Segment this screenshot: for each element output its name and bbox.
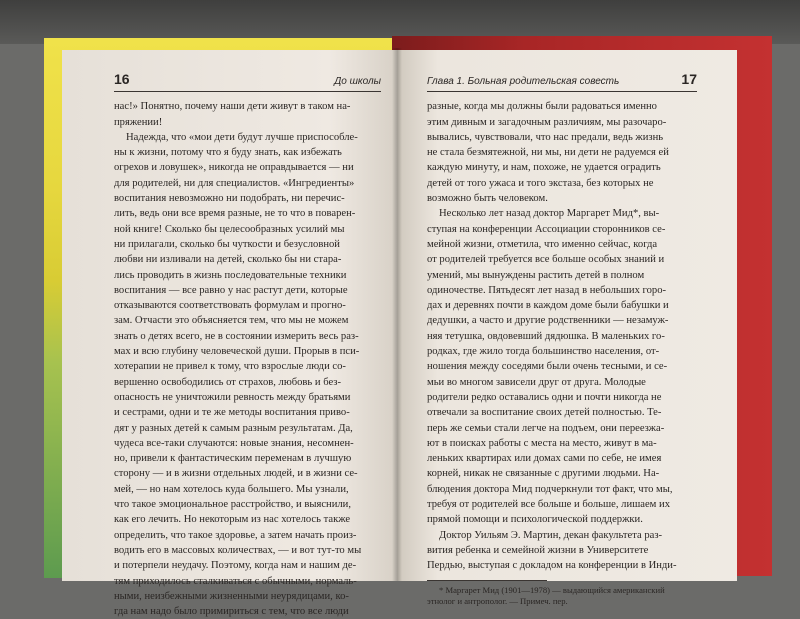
text-line: воспитания невозможно ни подобрать, ни перечис-	[114, 193, 345, 205]
text-line: вершенно освободились от страхов, любовь и без-	[114, 376, 342, 388]
text-line: этим дивным и загадочным различиям, мы разочаро-	[427, 116, 667, 128]
text-line: лить, ведь они все время разные, не то что в поварен-	[114, 208, 356, 220]
text-line: Доктор Уильям Э. Мартин, декан факультета раз-	[439, 529, 663, 541]
left-page	[62, 50, 397, 618]
text-line: пряжении!	[114, 116, 163, 128]
text-line: блюдения доктора Мид подчеркнули тот факт, что мы,	[427, 483, 673, 495]
text-line: разные, когда мы должны были радоваться именно	[427, 101, 657, 113]
text-line: родители редко оставались одни и почти никогда не	[427, 391, 662, 403]
text-line: не стала безмятежной, ни мы, ни дети не радуемся ей	[427, 147, 669, 159]
text-line: перь же семьи стали легче на подъем, они переезжа-	[427, 422, 665, 434]
text-line: огрехов и ловушек», никогда не оправдывается — ни	[114, 162, 354, 174]
text-line: ны к жизни, потому что я буду знать, как избежать	[114, 147, 342, 159]
text-line: Надежда, что «мои дети будут лучше приспособле-	[126, 131, 358, 143]
text-line: требуя от родителей все больше и больше, лишаем их	[427, 499, 670, 511]
text-line: одиночестве. Пятьдесят лет назад в небольших горо-	[427, 284, 667, 296]
text-line: как его лечить. Но некоторым из нас хотелось также	[114, 514, 351, 526]
text-line: Пердью, выступая с докладом на конференции в Инди-	[427, 560, 677, 572]
text-line: от родителей требуется все больше особых знаний и	[427, 254, 665, 266]
text-line: водить его в массовых количествах, — и вот тут-то мы	[114, 544, 362, 556]
footnote	[427, 585, 697, 608]
text-line: тям приходилось сталкиваться с обычными, нормаль-	[114, 575, 357, 587]
text-line: ношения между соседями были очень тесными, и се-	[427, 361, 668, 373]
text-line: леньких квартирах или домах сами по себе, не имея	[427, 453, 662, 465]
text-line: но, привели к фантастическим переменам в лучшую	[114, 453, 352, 465]
right-page-number: 17	[681, 71, 697, 87]
text-line: зам. Отчасти это объясняется тем, что мы не можем	[114, 315, 349, 327]
text-line: дах и деревнях почти в каждом доме были бабушки и	[427, 300, 669, 312]
text-line: отвечали за воспитание своих детей полностью. Те-	[427, 407, 662, 419]
text-line: любви ни изливали на детей, сколько бы ни стара-	[114, 254, 342, 266]
text-line: хотерапии не привел к тому, что взрослые люди со-	[114, 361, 346, 373]
left-page-body	[114, 99, 381, 619]
text-line: дедушки, а часто и другие родственники — незамуж-	[427, 315, 669, 327]
text-line: прямой помощи и психологической поддержки.	[427, 514, 643, 526]
text-line: мах и всю глубину человеческой души. Прорыв в пси-	[114, 346, 360, 358]
text-line: отказываются соответствовать формулам и прогно-	[114, 300, 346, 312]
text-line: Несколько лет назад доктор Маргарет Мид*, вы-	[439, 208, 660, 220]
text-line: детей от того ужаса и того экстаза, без которых не	[427, 177, 654, 189]
text-line: вития ребенка и семейной жизни в Университете	[427, 544, 649, 556]
text-line: мей, — но нам хотелось куда большего. Мы узнали,	[114, 483, 349, 495]
text-line: ной книге! Сколько бы целесообразных усилий мы	[114, 223, 345, 235]
left-page-header	[114, 72, 381, 92]
text-line: воспитания — все равно у нас растут дети, которые	[114, 284, 348, 296]
text-line: нас!» Понятно, почему наши дети живут в таком на-	[114, 101, 351, 113]
text-line: умений, мы вынуждены растить детей в полном	[427, 269, 645, 281]
text-line: лись проводить в жизнь последовательные техники	[114, 269, 347, 281]
text-line: гда нам надо было примириться с тем, что все люди	[114, 606, 349, 618]
text-line: опасность не уничтожили ревность между братьями	[114, 391, 351, 403]
text-line: ными, неизбежными жизненными неурядицами, ко-	[114, 590, 349, 602]
text-line: родках, где жило тогда большинство населения, от-	[427, 346, 660, 358]
footnote-divider	[427, 580, 547, 581]
text-line: вывались, чувствовали, что нас предали, ведь жизнь	[427, 131, 664, 143]
left-running-title: До школы	[334, 76, 381, 87]
text-line: мьи во многом зависели друг от друга. Молодые	[427, 376, 646, 388]
text-line: дят у разных детей к самым разным результатам. Да,	[114, 422, 353, 434]
right-page	[397, 50, 737, 606]
book-gutter	[392, 48, 402, 581]
footnote-line: * Маргарет Мид (1901—1978) — выдающийся американский	[439, 584, 665, 595]
text-line: ступая на конференции Ассоциации сторонников се-	[427, 223, 666, 235]
text-line: мейной жизни, отметила, что именно сейчас, когда	[427, 238, 658, 250]
text-line: что такое эмоциональное расстройство, и выяснили,	[114, 499, 351, 511]
text-line: ни прилагали, сколько бы чуткости и безусловной	[114, 238, 340, 250]
text-line: определить, что такое здоровье, а затем начать произ-	[114, 529, 357, 541]
text-line: няя тетушка, овдовевший дядюшка. В маленьких го-	[427, 330, 665, 342]
text-line: чудеса все-таки случаются: новые знания, несомнен-	[114, 437, 354, 449]
text-line: сторону — и в жизни отдельных людей, и в жизни се-	[114, 468, 358, 480]
text-line: ют в поисках работы с места на место, живут в ма-	[427, 437, 657, 449]
right-page-header	[427, 72, 697, 92]
footnote-line: этнолог и антрополог. — Примеч. пер.	[427, 596, 568, 606]
text-line: и сестрами, одни и те же методы воспитания приво-	[114, 407, 350, 419]
right-page-body	[427, 99, 697, 573]
text-line: и потерпели неудачу. Поэтому, когда нам и нашим де-	[114, 560, 357, 572]
right-running-title: Глава 1. Больная родительская совесть	[427, 76, 620, 87]
text-line: для родителей, ни для специалистов. «Ингредиенты»	[114, 177, 355, 189]
text-line: корней, никак не связанные с другими людьми. На-	[427, 468, 660, 480]
text-line: знать о детях всего, не в состоянии измерить весь раз-	[114, 330, 359, 342]
text-line: каждую минуту, и нам, похоже, не удается оградить	[427, 162, 661, 174]
text-line: возможно быть человеком.	[427, 193, 548, 205]
left-page-number: 16	[114, 71, 130, 87]
